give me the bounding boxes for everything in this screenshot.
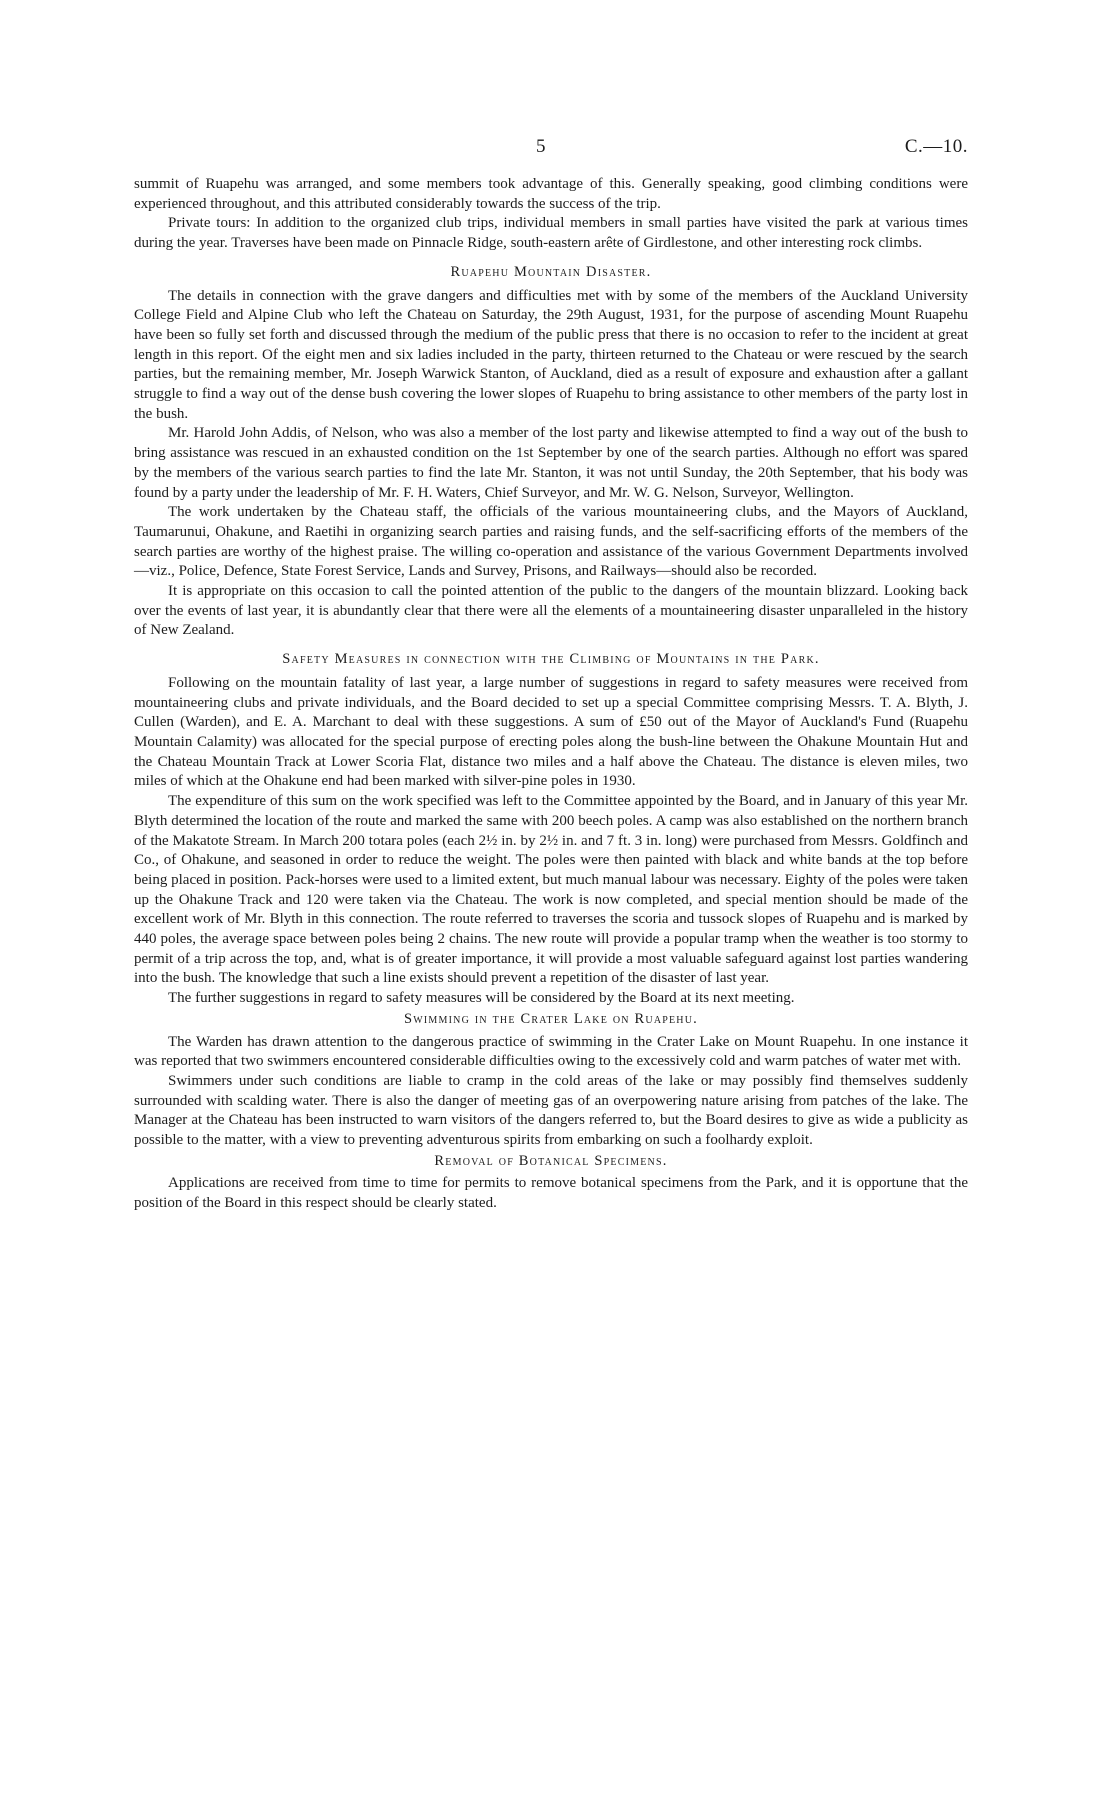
paragraph: The details in connection with the grave dangers and difficulties met with by some of the members of the Auckland University College Field and Alpine Club who left the Chateau on Saturday, the 29th August, 1931, for the purpose of ascending Mount Ruapehu have been so fully set forth and discussed through the medium of the public press that there is no occasion to refer to the incident at great length in this report. Of the eight men and six ladies included in the party, thirteen returned to the Chateau or were rescued by the search parties, but the remaining member, Mr. Joseph Warwick Stanton, of Auckland, died as a result of exposure and exhaustion after a gallant struggle to find a way out of the dense bush covering the lower slopes of Ruapehu to bring assistance to other members of the party lost in the bush. — [134, 287, 968, 422]
paragraph: Following on the mountain fatality of last year, a large number of suggestions in regard to safety measures were received from mountaineering clubs and private individuals, and the Board decided to set up a special Committee comprising Messrs. T. A. Blyth, J. Cullen (Warden), and E. A. Marchant to deal with these suggestions. A sum of £50 out of the Mayor of Auckland's Fund (Ruapehu Mountain Calamity) was allocated for the special purpose of erecting poles along the bush-line between the Ohakune Mountain Hut and the Chateau Mountain Track at Lower Scoria Flat, distance two miles and a half above the Chateau. The distance is eleven miles, two miles of which at the Ohakune end had been marked with silver-pine poles in 1930. — [134, 674, 968, 790]
paragraph: Applications are received from time to time for permits to remove botanical specimens from the Park, and it is opportune that the position of the Board in this respect should be clearly stated. — [134, 1175, 968, 1212]
paragraph: Mr. Harold John Addis, of Nelson, who was also a member of the lost party and likewise attempted to find a way out of the bush to bring assistance was rescued in an exhausted condition on the 1st September by one of the search parties. Although no effort was spared by the members of the various search parties to find the late Mr. Stanton, it was not until Sunday, the 20th September, that his body was found by a party under the leadership of Mr. F. H. Waters, Chief Surveyor, and Mr. W. G. Nelson, Surveyor, Wellington. — [134, 425, 968, 501]
section-heading: Safety Measures in connection with the Climbing of Mountains in the Park. — [282, 651, 820, 668]
section-heading: Removal of Botanical Specimens. — [434, 1152, 668, 1169]
paragraph: The expenditure of this sum on the work specified was left to the Committee appointed by the Board, and in January of this year Mr. Blyth determined the location of the route and marked the same with 200 beech poles. A camp was also established on the northern branch of the Makatote Stream. In March 200 totara poles (each 2½ in. by 2½ in. and 7 ft. 3 in. long) were purchased from Messrs. Goldfinch and Co., of Ohakune, and seasoned in order to reduce the weight. The poles were then painted with black and white bands at the top before being placed in position. Pack-horses were used to a limited extent, but much manual labour was necessary. Eighty of the poles were taken up the Ohakune Track and 120 were taken via the Chateau. The work is now completed, and special mention should be made of the excellent work of Mr. Blyth in this connection. The route referred to traverses the scoria and tussock slopes of Ruapehu and is marked by 440 poles, the average space between poles being 2 chains. The new route will provide a popular tramp when the weather is too stormy to permit of a trip across the top, and, what is of greater importance, it will provide a most valuable safeguard against lost parties wandering into the bush. The knowledge that such a line exists should prevent a repetition of the disaster of last year. — [134, 793, 968, 987]
paragraph: The Warden has drawn attention to the dangerous practice of swimming in the Crater Lake on Mount Ruapehu. In one instance it was reported that two swimmers encountered considerable difficulties owing to the excessively cold and warm patches of water met with. — [134, 1033, 968, 1070]
paragraph: It is appropriate on this occasion to call the pointed attention of the public to the dangers of the mountain blizzard. Looking back over the events of last year, it is abundantly clear that there were all the elements of a mountaineering disaster unparalleled in the history of New Zealand. — [134, 583, 968, 639]
section-heading: Swimming in the Crater Lake on Ruapehu. — [404, 1010, 698, 1027]
paragraph: Swimmers under such conditions are liable to cramp in the cold areas of the lake or may possibly find themselves suddenly surrounded with scalding water. There is also the danger of meeting gas of an overpowering nature arising from patches of the lake. The Manager at the Chateau has been instructed to warn visitors of the dangers referred to, but the Board desires to give as wide a publicity as possible to the matter, with a view to preventing adventurous spirits from embarking on such a foolhardy exploit. — [134, 1072, 968, 1149]
page-number: 5 — [536, 136, 546, 157]
paragraph: The work undertaken by the Chateau staff, the officials of the various mountaineering clubs, and the Mayors of Auckland, Taumarunui, Ohakune, and Raetihi in organizing search parties and raising funds, and the self-sacrificing efforts of the members of the search parties are worthy of the highest praise. The willing co-operation and assistance of the various Government Departments involved—viz., Police, Defence, State Forest Service, Lands and Survey, Prisons, and Railways—should also be recorded. — [134, 504, 968, 580]
paragraph: Private tours: In addition to the organized club trips, individual members in small parties have visited the park at various times during the year. Traverses have been made on Pinnacle Ridge, south-eastern arête of Girdlestone, and other interesting rock climbs. — [134, 215, 968, 252]
paragraph: The further suggestions in regard to safety measures will be considered by the Board at its next meeting. — [168, 990, 795, 1007]
paragraph: summit of Ruapehu was arranged, and some members took advantage of this. Generally speaking, good climbing conditions were experienced throughout, and this attributed considerably towards the success of the trip. — [134, 176, 968, 212]
page-header — [134, 136, 968, 162]
section-heading: Ruapehu Mountain Disaster. — [450, 263, 652, 280]
document-reference: C.—10. — [904, 136, 968, 157]
body-text — [134, 175, 968, 1214]
